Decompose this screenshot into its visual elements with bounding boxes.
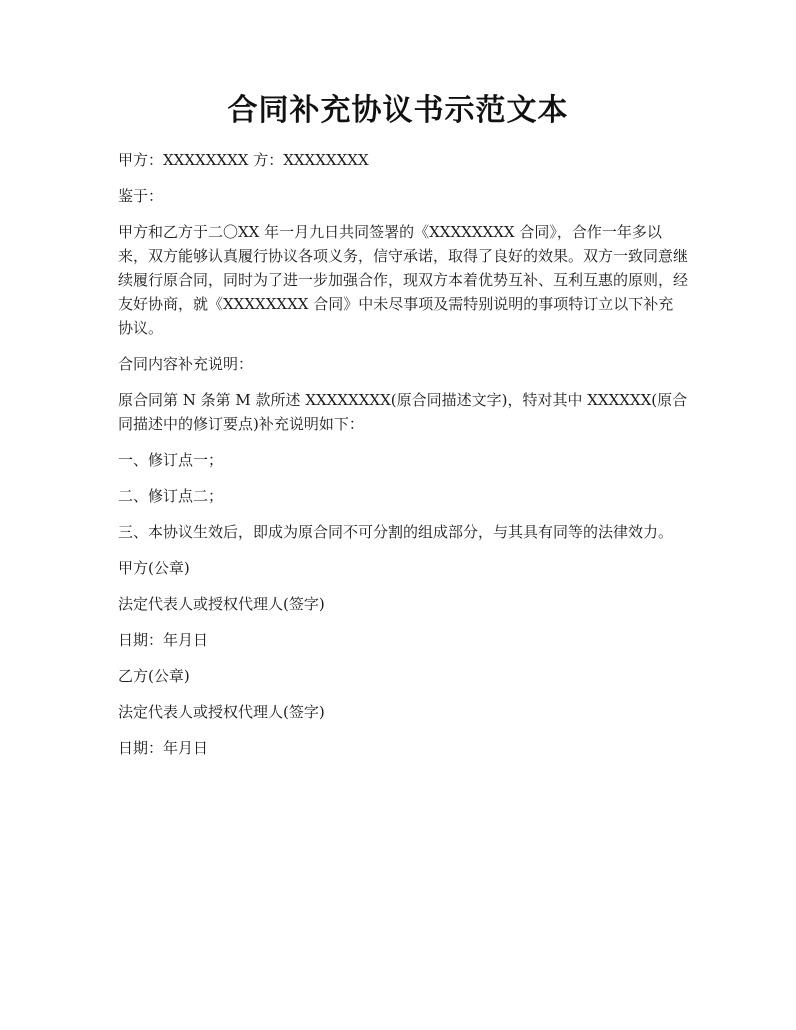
- whereas-heading: 鉴于：: [118, 187, 164, 205]
- party-line: 甲方：XXXXXXXX 方：XXXXXXXX: [118, 151, 369, 169]
- party-b-seal: 乙方(公章): [118, 667, 190, 685]
- supplement-description: 原合同第 N 条第 M 款所述 XXXXXXXX(原合同描述文字)，特对其中 XXXXXX(原合同描述中的修订要点)补充说明如下：: [118, 391, 688, 433]
- document-title: 合同补充协议书示范文本: [227, 93, 569, 128]
- party-b-representative: 法定代表人或授权代理人(签字): [118, 703, 325, 721]
- party-b-date: 日期：年月日: [118, 739, 209, 757]
- effect-clause: 三、本协议生效后，即成为原合同不可分割的组成部分，与其具有同等的法律效力。: [118, 523, 674, 541]
- party-a-representative: 法定代表人或授权代理人(签字): [118, 595, 325, 613]
- revision-point-two: 二、修订点二；: [118, 487, 224, 505]
- party-a-seal: 甲方(公章): [118, 559, 190, 577]
- party-a-date: 日期：年月日: [118, 631, 209, 649]
- document-body: [118, 148, 688, 772]
- supplement-heading: 合同内容补充说明：: [118, 355, 254, 373]
- revision-point-one: 一、修订点一；: [118, 451, 224, 469]
- preamble-paragraph: 甲方和乙方于二〇XX 年一月九日共同签署的《XXXXXXXX 合同》，合作一年多以来，双方能够认真履行协议各项义务，信守承诺，取得了良好的效果。双方一致同意继续履行原合同，同时为了进一步加强合作，现双方本着优势互补、互利互惠的原则，经友好协商，就《XXXXXXXX 合同》中未尽事项及需特别说明的事项特订立以下补充协议。: [118, 223, 689, 337]
